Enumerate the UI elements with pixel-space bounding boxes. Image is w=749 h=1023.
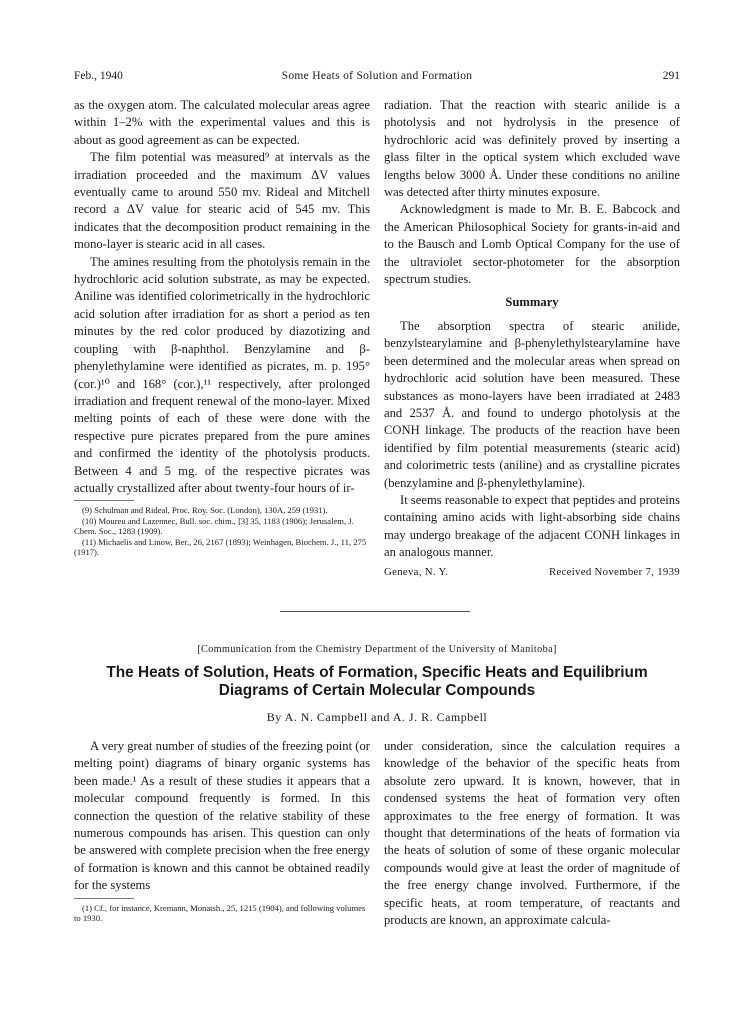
header-date: Feb., 1940 xyxy=(74,70,123,82)
summary-paragraph: The absorption spectra of stearic anilide, benzylstearylamine and β-phenylethylstearylamine have been determined and the molecular areas when spread on hydrochloric acid solution have been measured. These substances as mono-layers have been irradiated at 2483 and 2537 Å. and found to undergo photolysis at the CONH linkage. The products of the reaction have been identified by film potential measurements (stearic acid) and colorimetric tests (aniline) and as crystalline picrates (benzylamine and β-phenylethylamine). xyxy=(384,318,680,490)
summary-paragraph: It seems reasonable to expect that peptides and proteins containing amino acids with light-absorbing side chains may undergo breakage of the adjacent CONH linkages in an analogous manner. xyxy=(384,492,680,560)
footnotes xyxy=(74,505,370,558)
section-divider xyxy=(280,611,470,612)
paragraph: radiation. That the reaction with stearic anilide is a photolysis and not hydrolysis in the presence of hydrochloric acid was definitely proved by inserting a glass filter in the optical system which excluded wave lengths below 3000 Å. Under these conditions no aniline was detected after thirty minutes exposure. xyxy=(384,98,680,200)
top-right-column xyxy=(384,97,680,582)
footnotes xyxy=(74,903,370,924)
paragraph: The film potential was measured⁹ at intervals as the irradiation proceeded and the maximum ΔV values eventually came to around 550 mv. Rideal and Mitchell record a ΔV value for stearic acid of 545 mv. This indicates that the decomposition product remaining in the mono-layer is stearic acid in all cases. xyxy=(74,150,370,252)
location: Geneva, N. Y. xyxy=(384,565,449,578)
footnote-1: (1) Cf., for instance, Kremann, Monatsh., 25, 1215 (1904), and following volumes to 1930. xyxy=(74,902,366,924)
footnote-rule xyxy=(74,500,134,501)
summary-heading: Summary xyxy=(505,295,559,310)
footnote-9: (9) Schulman and Rideal, Proc. Roy. Soc. (London), 130A, 259 (1931). xyxy=(82,505,328,516)
footnote-11: (11) Michaelis and Linow, Ber., 26, 2167 (1893); Weinhagen, Biochem. J., 11, 275 (1917). xyxy=(74,536,367,558)
bottom-left-column xyxy=(74,738,370,924)
header-running-title: Some Heats of Solution and Formation xyxy=(281,70,473,82)
running-header xyxy=(74,70,680,86)
footnote-10: (10) Moureu and Lazennec, Bull. soc. chim., [3] 35, 1183 (1906); Jerusalem, J. Chem. Soc., 1283 (1909). xyxy=(74,515,354,537)
footnote-rule xyxy=(74,898,134,899)
top-left-column xyxy=(74,97,370,558)
received-date: Received November 7, 1939 xyxy=(548,565,680,578)
paragraph: A very great number of studies of the freezing point (or melting point) diagrams of binary organic systems has been made.¹ As a result of these studies it appears that a molecular compound frequently is formed. In this connection the question of the relative stability of these numerous compounds has arisen. This question can only be answered with complete precision when the free energy of formation is known and this cannot be obtained readily for the systems xyxy=(74,739,370,893)
paragraph: The amines resulting from the photolysis remain in the hydrochloric acid solution substrate, as may be expected. Aniline was identified colorimetrically in the hydrochloric acid solution after irradiation for as short a period as ten minutes by the red color produced by diazotizing and coupling with β-naphthol. Benzylamine and β-phenylethylamine were identified as picrates, m. p. 195° (cor.)¹⁰ and 168° (cor.),¹¹ respectively, after prolonged irradiation and frequent renewal of the mono-layer. Mixed melting points of each of these were done with the respective pure picrates prepared from the pure amines and confirmed the identity of the photolysis products. Between 4 and 5 mg. of the respective picrates was actually crystallized after about twenty-four hours of ir- xyxy=(74,254,370,495)
bottom-right-column xyxy=(384,738,680,929)
signature-line xyxy=(384,564,680,582)
paragraph: under consideration, since the calculation requires a knowledge of the behavior of the specific heats from absolute zero upward. It is known, however, that in condensed systems the heat of formation very often approximates to the free energy of formation. It was thought that determinations of the heats of formation via the heats of solution of some of these organic molecular compounds would give at least the order of magnitude of the free energy change involved. Furthermore, if the specific heats, at room temperature, of reactants and products are known, an approximate calcula- xyxy=(384,739,680,928)
page-number: 291 xyxy=(662,70,680,82)
communication-line: [Communication from the Chemistry Department of the University of Manitoba] xyxy=(197,644,557,655)
acknowledgment: Acknowledgment is made to Mr. B. E. Babcock and the American Philosophical Society for grants-in-aid and to the Bausch and Lomb Optical Company for the use of the ultraviolet sector-photometer for the absorption spectrum studies. xyxy=(384,202,680,287)
article-title: The Heats of Solution, Heats of Formation, Specific Heats and Equilibrium Diagrams of Certain Molecular Compounds xyxy=(106,664,648,699)
byline: By A. N. Campbell and A. J. R. Campbell xyxy=(266,710,488,724)
paragraph: as the oxygen atom. The calculated molecular areas agree within 1–2% with the experimental values and this is about as good agreement as can be expected. xyxy=(74,98,370,147)
